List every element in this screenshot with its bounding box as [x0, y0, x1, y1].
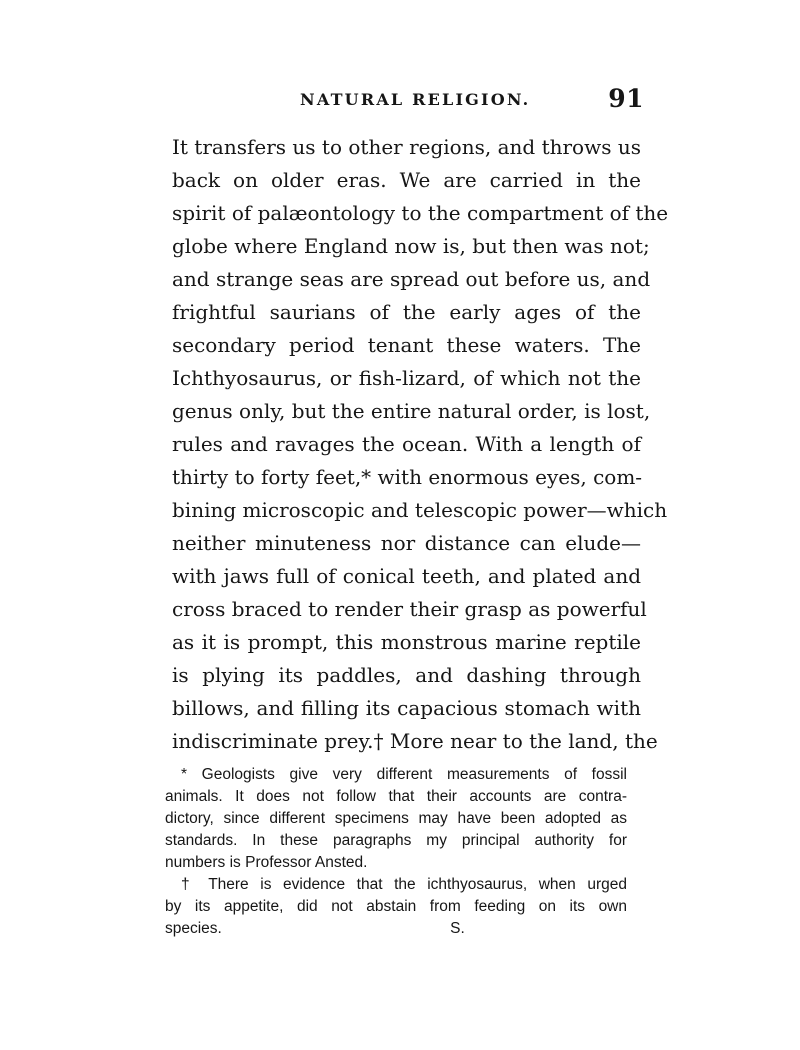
footnotes — [165, 764, 627, 940]
body-line: Ichthyosaurus, or fish-lizard, of which not the — [172, 366, 641, 390]
body-line: and strange seas are spread out before us, and — [172, 267, 651, 291]
footnote-line: numbers is Professor Ansted. — [165, 854, 368, 871]
footnote-line: by its appetite, did not abstain from feeding on its own — [165, 898, 627, 915]
footnote-line: † There is evidence that the ichthyosaurus, when urged — [181, 876, 627, 893]
body-line: neither minuteness nor distance can elude— — [172, 531, 641, 555]
footnote-line: standards. In these paragraphs my principal authority for — [165, 832, 627, 849]
running-title: NATURAL RELIGION. — [300, 90, 531, 109]
body-line: back on older eras. We are carried in the — [172, 168, 641, 192]
body-line: globe where England now is, but then was not; — [172, 234, 650, 258]
body-line: spirit of palæontology to the compartment of the — [172, 201, 669, 225]
footnote-line: dictory, since different specimens may have been adopted as — [165, 810, 627, 827]
body-line: billows, and filling its capacious stomach with — [172, 696, 641, 720]
body-line: cross braced to render their grasp as powerful — [172, 597, 647, 621]
body-line: bining microscopic and telescopic power—which — [172, 498, 668, 522]
running-head — [300, 84, 644, 114]
body-line: rules and ravages the ocean. With a length of — [172, 432, 641, 456]
footnote-line: animals. It does not follow that their accounts are contra- — [165, 788, 627, 805]
page-number: 91 — [608, 84, 644, 113]
body-line: with jaws full of conical teeth, and plated and — [172, 564, 641, 588]
body-line: as it is prompt, this monstrous marine reptile — [172, 630, 641, 654]
body-line: genus only, but the entire natural order, is lost, — [172, 399, 651, 423]
body-line: thirty to forty feet,* with enormous eyes, com- — [172, 465, 643, 489]
footnote-line: species. S. — [165, 920, 465, 937]
body-line: frightful saurians of the early ages of the — [172, 300, 641, 324]
footnote-line: * Geologists give very different measurements of fossil — [181, 766, 627, 783]
body-line: secondary period tenant these waters. The — [172, 333, 641, 357]
body-line: is plying its paddles, and dashing through — [172, 663, 641, 687]
body-line: It transfers us to other regions, and throws us — [172, 135, 641, 159]
body-text — [172, 131, 669, 758]
body-line: indiscriminate prey.† More near to the land, the — [172, 729, 658, 753]
